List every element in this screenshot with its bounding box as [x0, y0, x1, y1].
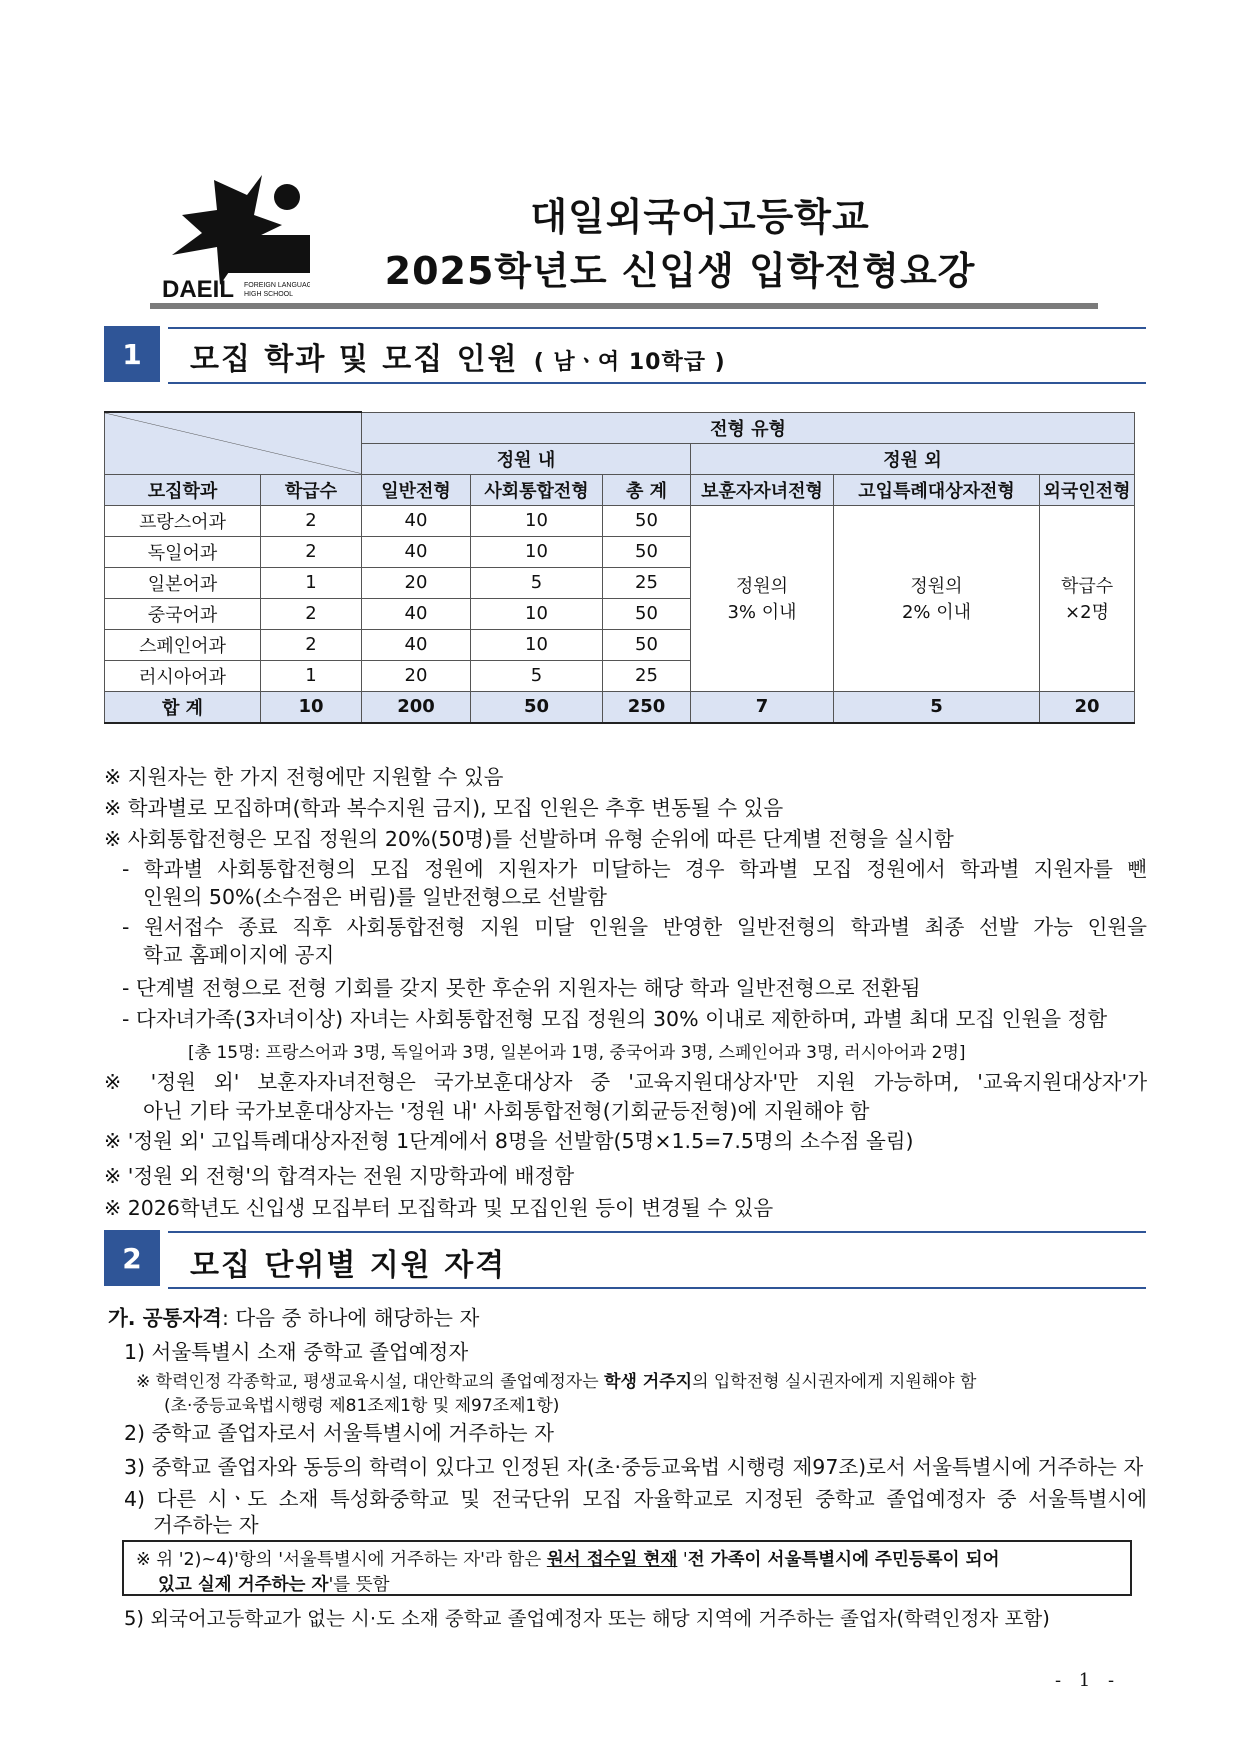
qualification-item: 4) 다른 시ㆍ도 소재 특성화중학교 및 전국단위 모집 자율학교로 지정된 중학교 졸업예정자 중 서울특별시에 [124, 1487, 1147, 1511]
table-outside-header: 정원 외 [691, 443, 1135, 474]
recruitment-table [104, 411, 1135, 724]
section2-rule-top [168, 1231, 1146, 1233]
table-cell: 10 [471, 536, 603, 567]
table-cell: 20 [362, 660, 471, 691]
section2-title: 모집 단위별 지원 자격 [190, 1248, 507, 1283]
note: 아닌 기타 국가보훈대상자는 '정원 내' 사회통합전형(기회균등전형)에 지원해야 함 [143, 1099, 870, 1123]
table-total-row [105, 691, 1135, 723]
table-cell: 200 [362, 691, 471, 723]
table-cell: 20 [362, 567, 471, 598]
note-detail: - 단계별 전형으로 전형 기회를 갖지 못한 후순위 지원자는 해당 학과 일반전형으로 전환됨 [122, 976, 921, 1000]
table-cell: 50 [603, 629, 691, 660]
table-cell: 스페인어과 [105, 629, 261, 660]
note: ※ '정원 외' 고입특례대상자전형 1단계에서 8명을 선발함(5명×1.5=7.5명의 소수점 올림) [104, 1129, 914, 1153]
table-cell: 40 [362, 505, 471, 536]
table-cell: 중국어과 [105, 598, 261, 629]
section2-rule-bottom [168, 1287, 1146, 1289]
table-cell: 일본어과 [105, 567, 261, 598]
section1-subtitle: ( 남ㆍ여 10학급 ) [533, 350, 726, 375]
table-cell: 2 [261, 629, 362, 660]
note: ※ 사회통합전형은 모집 정원의 20%(50명)를 선발하며 유형 순위에 따른 단계별 전형을 실시함 [104, 827, 954, 851]
qualification-item: 3) 중학교 졸업자와 동등의 학력이 있다고 인정된 자(초·중등교육법 시행령 제97조)로서 서울특별시에 거주하는 자 [124, 1455, 1144, 1479]
note: ※ 2026학년도 신입생 모집부터 모집학과 및 모집인원 등이 변경될 수 있음 [104, 1196, 774, 1220]
table-column-header: 사회통합전형 [471, 474, 603, 505]
qualification-item: 거주하는 자 [153, 1513, 259, 1537]
qualification-item: 1) 서울특별시 소재 중학교 졸업예정자 [124, 1340, 469, 1364]
table-cell: 50 [603, 536, 691, 567]
table-cell: 1 [261, 660, 362, 691]
table-inside-header: 정원 내 [362, 443, 691, 474]
qualification-note-ref: (초·중등교육법시행령 제81조제1항 및 제97조제1항) [164, 1396, 560, 1416]
table-group-header: 전형 유형 [362, 412, 1135, 443]
logo-text: DAEIL [162, 276, 234, 303]
common-qualification-heading: 가. 공통자격: 다음 중 하나에 해당하는 자 [108, 1306, 480, 1330]
residency-definition-box: ※ 위 '2)~4)'항의 '서울특별시에 거주하는 자'라 함은 원서 접수일 현재 '전 가족이 서울특별시에 주민등록이 되어 있고 실제 거주하는 자'를 뜻함 [122, 1540, 1132, 1596]
note: ※ 지원자는 한 가지 전형에만 지원할 수 있음 [104, 765, 504, 789]
note-detail: - 원서접수 종료 직후 사회통합전형 지원 미달 인원을 반영한 일반전형의 학과별 최종 선발 가능 인원을 [122, 915, 1147, 939]
table-cell: 2 [261, 598, 362, 629]
table-cell: 2 [261, 536, 362, 567]
section1-rule-bottom [168, 382, 1146, 384]
qualification-item: 5) 외국어고등학교가 없는 시·도 소재 중학교 졸업예정자 또는 해당 지역에 거주하는 졸업자(학력인정자 포함) [124, 1607, 1050, 1630]
school-logo [162, 175, 310, 303]
section1-title: 모집 학과 및 모집 인원 [190, 342, 519, 377]
table-cell: 5 [834, 691, 1040, 723]
table-cell: 40 [362, 536, 471, 567]
table-cell: 20 [1040, 691, 1135, 723]
table-column-header: 외국인전형 [1040, 474, 1135, 505]
table-cell: 5 [471, 567, 603, 598]
table-cell: 독일어과 [105, 536, 261, 567]
table-cell: 1 [261, 567, 362, 598]
table-cell: 50 [471, 691, 603, 723]
qualification-note: ※ 학력인정 각종학교, 평생교육시설, 대안학교의 졸업예정자는 학생 거주지의 입학전형 실시권자에게 지원해야 함 [136, 1372, 977, 1392]
table-column-header: 일반전형 [362, 474, 471, 505]
note-detail-quota: [총 15명: 프랑스어과 3명, 독일어과 3명, 일본어과 1명, 중국어과 3명, 스페인어과 3명, 러시아어과 2명] [188, 1043, 966, 1063]
table-cell: 7 [691, 691, 834, 723]
table-column-header: 학급수 [261, 474, 362, 505]
note-detail: - 학과별 사회통합전형의 모집 정원에 지원자가 미달하는 경우 학과별 모집 정원에서 학과별 지원자를 뺀 [122, 857, 1147, 881]
table-cell: 10 [471, 629, 603, 660]
table-cell: 40 [362, 629, 471, 660]
table-column-header: 총 계 [603, 474, 691, 505]
section1-number: 1 [104, 326, 160, 382]
table-cell: 프랑스어과 [105, 505, 261, 536]
table-cell: 합 계 [105, 691, 261, 723]
section2-number: 2 [104, 1230, 160, 1286]
page-number: - 1 - [1055, 1670, 1121, 1691]
note-detail: 학교 홈페이지에 공지 [143, 943, 335, 967]
document-subtitle: 2025학년도 신입생 입학전형요강 [384, 249, 976, 293]
table-column-header: 모집학과 [105, 474, 261, 505]
note-detail: 인원의 50%(소수점은 버림)를 일반전형으로 선발함 [143, 885, 607, 909]
header-rule [150, 303, 1098, 309]
foreign-quota-cell: 학급수 ×2명 [1040, 505, 1135, 691]
svg-text:HIGH SCHOOL: HIGH SCHOOL [244, 291, 294, 298]
table-cell: 10 [471, 505, 603, 536]
document-title: 대일외국어고등학교 [530, 195, 870, 239]
table-column-header: 고입특례대상자전형 [834, 474, 1040, 505]
table-cell: 50 [603, 598, 691, 629]
table-cell: 10 [261, 691, 362, 723]
svg-text:FOREIGN LANGUAGE: FOREIGN LANGUAGE [244, 282, 310, 289]
note: ※ '정원 외 전형'의 합격자는 전원 지망학과에 배정함 [104, 1164, 575, 1188]
table-cell: 5 [471, 660, 603, 691]
table-cell: 250 [603, 691, 691, 723]
table-cell: 10 [471, 598, 603, 629]
table-cell: 2 [261, 505, 362, 536]
special-quota-cell: 정원의 2% 이내 [834, 505, 1040, 691]
table-row [105, 505, 1135, 536]
note-detail: - 다자녀가족(3자녀이상) 자녀는 사회통합전형 모집 정원의 30% 이내로 제한하며, 과별 최대 모집 인원을 정함 [122, 1007, 1108, 1031]
veteran-quota-cell: 정원의 3% 이내 [691, 505, 834, 691]
table-cell: 40 [362, 598, 471, 629]
table-cell: 25 [603, 660, 691, 691]
table-column-header: 보훈자자녀전형 [691, 474, 834, 505]
note: ※ 학과별로 모집하며(학과 복수지원 금지), 모집 인원은 추후 변동될 수 있음 [104, 796, 784, 820]
table-diagonal-cell [105, 412, 362, 474]
table-cell: 50 [603, 505, 691, 536]
section1-rule-top [168, 327, 1146, 329]
table-cell: 러시아어과 [105, 660, 261, 691]
qualification-item: 2) 중학교 졸업자로서 서울특별시에 거주하는 자 [124, 1421, 554, 1445]
note: ※ '정원 외' 보훈자자녀전형은 국가보훈대상자 중 '교육지원대상자'만 지원 가능하며, '교육지원대상자'가 [104, 1070, 1147, 1094]
section1-heading [190, 334, 726, 378]
table-cell: 25 [603, 567, 691, 598]
